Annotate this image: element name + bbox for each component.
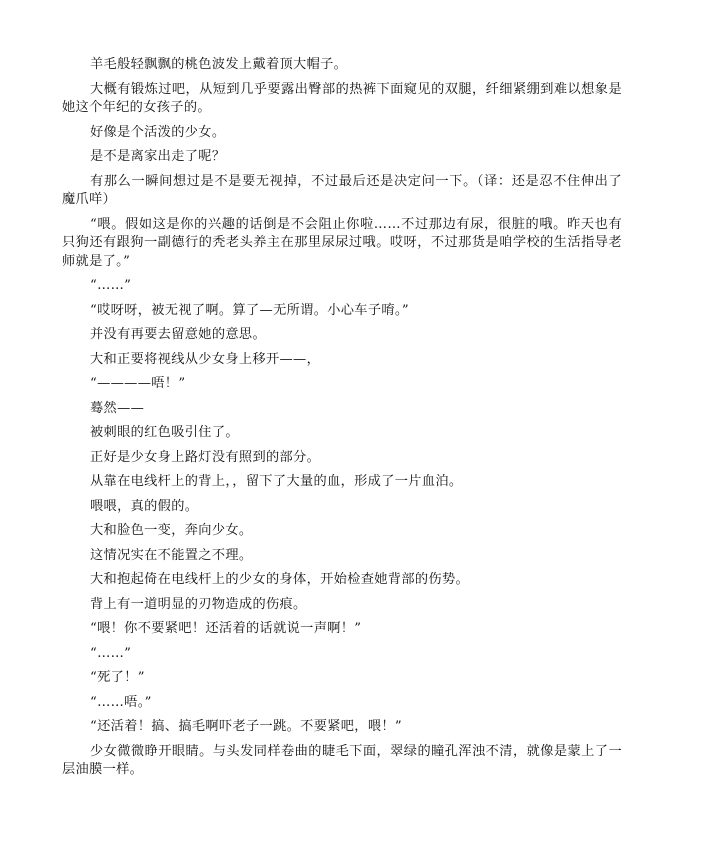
document-page [62,56,622,786]
paragraph: “喂！你不要紧吧！还活着的话就说一声啊！” [90,621,362,636]
paragraph: “死了！” [90,670,145,685]
paragraph: 正好是少女身上路灯没有照到的部分。 [90,449,321,465]
paragraph: 少女微微睁开眼睛。与头发同样卷曲的睫毛下面，翠绿的瞳孔浑浊不清，就像是蒙上了一层油膜一样。 [62,743,622,777]
paragraph: 背上有一道明显的刃物造成的伤痕。 [90,596,307,612]
paragraph: 大概有锻炼过吧，从短到几乎要露出臀部的热裤下面窥见的双腿，纤细紧绷到难以想象是她这个年纪的女孩子的。 [62,81,622,115]
paragraph: 喂喂，真的假的。 [90,498,199,514]
paragraph: 这情况实在不能置之不理。 [90,547,253,563]
paragraph: “哎呀呀，被无视了啊。算了—无所谓。小心车子唷。” [90,302,409,318]
paragraph: “喂。假如这是你的兴趣的话倒是不会阻止你啦……不过那边有尿，很脏的哦。昨天也有只狗还有跟狗一副德行的秃老头养主在那里尿尿过哦。哎呀，不过那货是咱学校的生活指导老师就是了。” [62,216,622,269]
paragraph: 羊毛般轻飘飘的桃色波发上戴着顶大帽子。 [90,57,348,72]
paragraph: 大和正要将视线从少女身上移开——， [90,351,321,367]
paragraph: 被刺眼的红色吸引住了。 [90,425,239,440]
paragraph: 好像是个活泼的少女。 [90,124,226,140]
paragraph: “————唔！” [90,376,186,391]
paragraph: “……唔。” [90,694,152,710]
paragraph: 有那么一瞬间想过是不是要无视掉，不过最后还是决定问一下。（译：还是忍不住伸出了魔爪咩） [62,173,622,207]
paragraph: 大和抱起倚在电线杆上的少女的身体，开始检查她背部的伤势。 [90,572,470,587]
paragraph: 蓦然—— [90,400,145,416]
paragraph: 并没有再要去留意她的意思。 [90,327,266,342]
paragraph: 是不是离家出走了呢？ [90,149,226,164]
paragraph: “还活着！搞、搞毛啊吓老子一跳。不要紧吧，喂！” [90,719,403,734]
paragraph: 从靠在电线杆上的背上，，留下了大量的血，形成了一片血泊。 [90,474,463,489]
paragraph: “……” [90,278,132,293]
paragraph: “……” [90,645,132,661]
paragraph: 大和脸色一变，奔向少女。 [90,523,253,538]
